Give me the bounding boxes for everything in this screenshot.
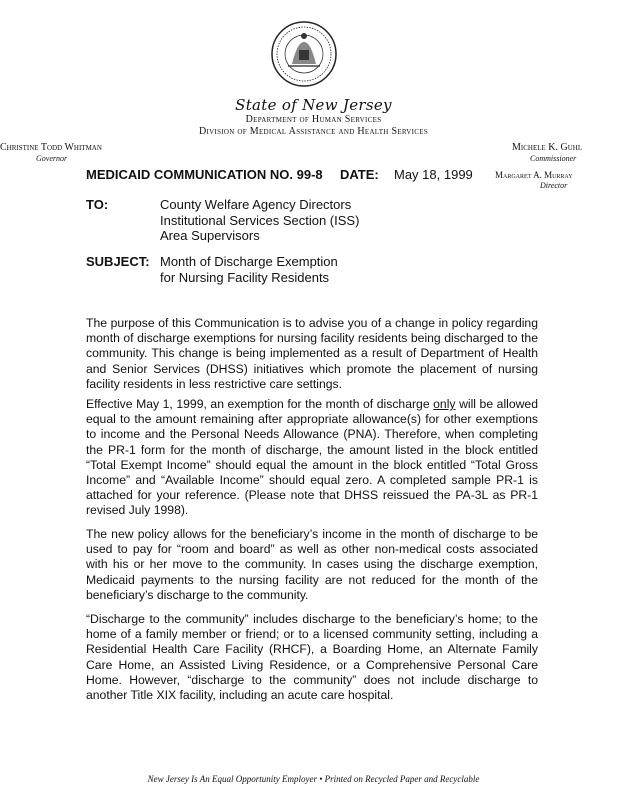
footer-text: New Jersey Is An Equal Opportunity Employer • Printed on Recycled Paper and Recyclable bbox=[147, 774, 480, 784]
subject-label: SUBJECT: bbox=[86, 254, 150, 269]
recipient-item: County Welfare Agency Directors bbox=[160, 197, 352, 212]
date-value: May 18, 1999 bbox=[394, 167, 473, 182]
paragraph-definition: “Discharge to the community” includes discharge to the beneficiary’s home; to the home of a family member or friend; or to a licensed community setting, including a Residential Health Care Facility (RHCF), a Boarding Home, an Alternate Family Care Home, an Assisted Living Residence, or a Comprehensive Personal Care Home. However, “discharge to the community” does not include discharge to another Title XIX facility, including an acute care hospital. bbox=[86, 612, 538, 703]
subject-line: for Nursing Facility Residents bbox=[160, 269, 330, 285]
director-name: Margaret A. Murray bbox=[495, 170, 573, 180]
commissioner-title: Commissioner bbox=[530, 154, 577, 163]
date-label: DATE: bbox=[340, 167, 379, 182]
paragraph-purpose: The purpose of this Communication is to advise you of a change in policy regarding month of discharge exemptions for nursing facility residents being discharged to the community. This change is being implemented as a result of Department of Health and Senior Services (DHSS) initiatives which promote the placement of nursing facility residents in less restrictive care settings. bbox=[86, 316, 538, 391]
director-title: Director bbox=[540, 181, 568, 190]
governor-title: Governor bbox=[36, 154, 68, 163]
to-label: TO: bbox=[86, 197, 109, 212]
paragraph-new-policy: The new policy allows for the beneficiary’s income in the month of discharge to be used to pay for “room and board” as well as other non-medical costs associated with his or her move to the community. In cases using the discharge exemption, Medicaid payments to the nursing facility are not reduced for the month of the beneficiary’s discharge to the community. bbox=[86, 527, 538, 602]
recipient-item: Institutional Services Section (ISS) bbox=[160, 212, 360, 228]
subject-line: Month of Discharge Exemption bbox=[160, 254, 338, 269]
state-seal-icon bbox=[270, 20, 338, 88]
subject-text bbox=[160, 254, 338, 285]
governor-name: Christine Todd Whitman bbox=[0, 142, 102, 153]
communication-number: MEDICAID COMMUNICATION NO. 99-8 bbox=[86, 167, 323, 182]
underlined-word: only bbox=[433, 397, 456, 411]
recipient-list bbox=[160, 197, 359, 244]
paragraph-text: will be allowed equal to the amount remaining after appropriate allowance(s) for other exemptions to income and the Personal Needs Allowance (PNA). Therefore, when completing the PR-1 form for the month of discharge, the amount listed in the block entitled “Total Exempt Income” should equal the amount in the block entitled “Total Gross Income” and “Available Income” should equal zero. A completed sample PR-1 is attached for your reference. (Please note that DHSS reissued the PA-3L as PR-1 revised July 1998). bbox=[86, 397, 538, 518]
commissioner-name: Michele K. Guhl bbox=[512, 142, 583, 153]
department-name: Department of Human Services bbox=[245, 114, 382, 125]
paragraph-text: Effective May 1, 1999, an exemption for the month of discharge bbox=[86, 397, 434, 411]
recipient-item: Area Supervisors bbox=[160, 228, 260, 243]
division-name: Division of Medical Assistance and Health Services bbox=[198, 126, 429, 137]
state-title: State of New Jersey bbox=[235, 96, 392, 114]
paragraph-effective-date bbox=[86, 397, 538, 519]
